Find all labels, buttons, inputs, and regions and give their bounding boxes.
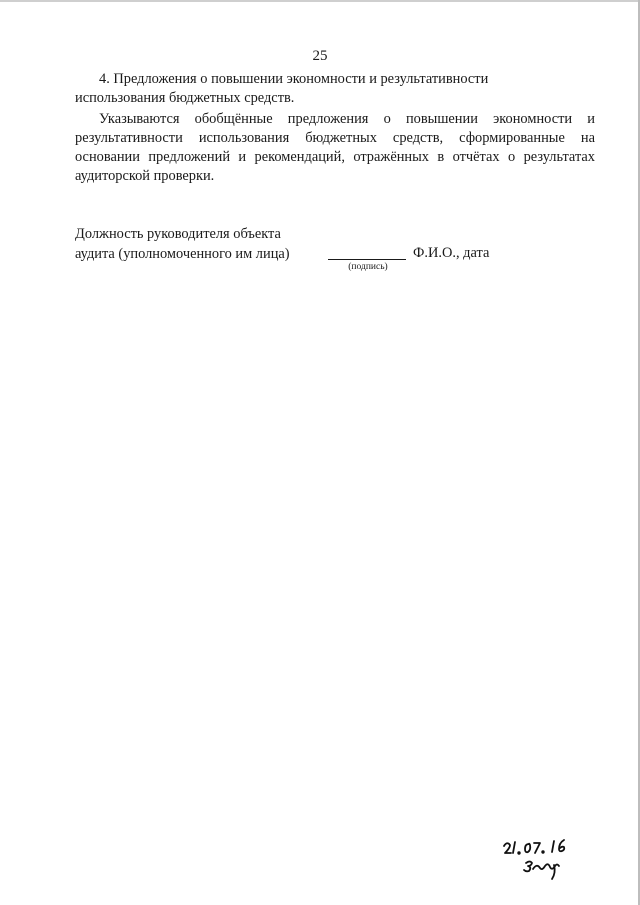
signer-title-line-2: аудита (уполномоченного им лица) [75, 246, 290, 262]
section-heading: 4. Предложения о повышении экономности и результативности использования бюджетных средств. [75, 71, 489, 106]
page-number: 25 [312, 48, 328, 64]
section-body: Указываются обобщённые предложения о повышении экономности и результативности использования бюджетных средств, сформированные на основании предложений и рекомендаций, отражённых в отчётах о результатах аудиторской проверки. [75, 111, 595, 184]
signature-caption: (подпись) [348, 262, 388, 272]
name-date-label: Ф.И.О., дата [413, 245, 490, 261]
signer-title-line-1: Должность руководителя объекта [75, 226, 281, 242]
signer-title [75, 224, 335, 264]
handwritten-date-initials [498, 835, 578, 885]
scan-edge-top [0, 0, 640, 2]
signature-line [328, 259, 406, 260]
